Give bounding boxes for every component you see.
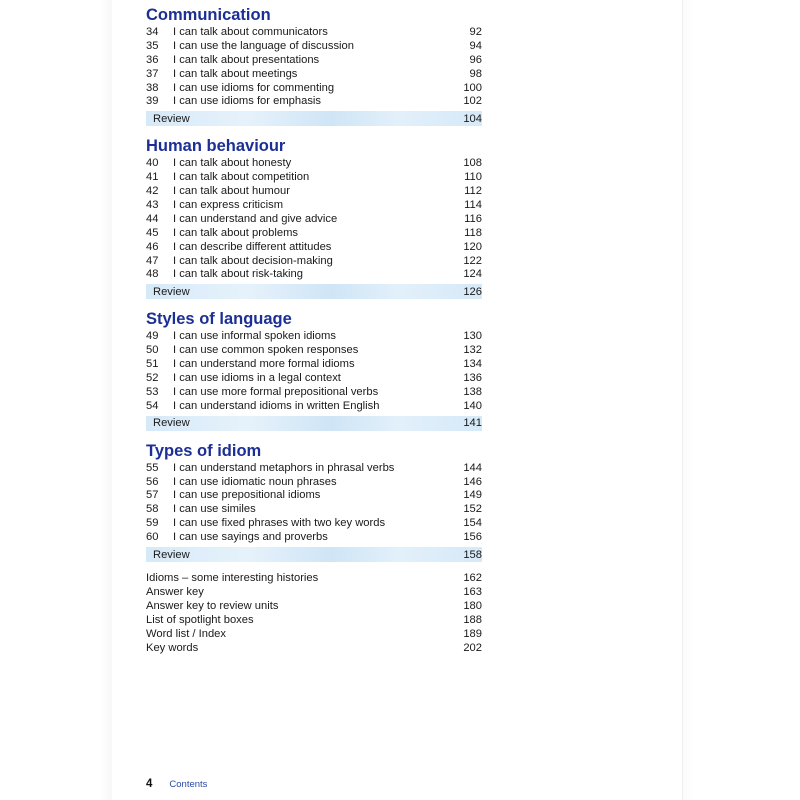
unit-number: 55: [146, 461, 159, 474]
unit-number: 35: [146, 39, 159, 52]
section-types-of-idiom: [146, 440, 482, 562]
appendix-list: [146, 571, 482, 655]
unit-title: I can describe different attitudes: [173, 240, 332, 253]
appendix-title: List of spotlight boxes: [146, 614, 254, 626]
page-number: 92: [469, 26, 482, 38]
unit-title: I can talk about competition: [173, 171, 310, 184]
section-human-behaviour: [146, 135, 482, 299]
appendix-entry[interactable]: [146, 641, 482, 655]
toc-entry[interactable]: [146, 241, 482, 255]
unit-number: 39: [146, 95, 159, 108]
appendix-entry[interactable]: [146, 627, 482, 641]
review-label: Review: [153, 285, 190, 298]
unit-title: I can use informal spoken idioms: [173, 330, 336, 343]
section-title: Types of idiom: [146, 441, 262, 460]
unit-number: 34: [146, 26, 159, 38]
toc-entry[interactable]: [146, 171, 482, 185]
unit-number: 53: [146, 385, 159, 398]
unit-title: I can use more formal prepositional verbs: [173, 385, 379, 398]
footer-page-number: 4: [146, 778, 153, 790]
unit-number: 36: [146, 53, 159, 66]
unit-number: 49: [146, 330, 159, 343]
unit-number: 52: [146, 372, 159, 385]
appendix-title: Word list / Index: [146, 628, 227, 640]
unit-number: 42: [146, 185, 159, 198]
unit-title: I can use idioms for commenting: [173, 81, 335, 94]
appendix-title: Idioms – some interesting histories: [146, 572, 319, 584]
page-footer: [146, 778, 207, 790]
page-number: 98: [469, 67, 482, 80]
page-number: 126: [463, 285, 482, 298]
page-number: 96: [469, 53, 482, 66]
page-number: 136: [463, 372, 482, 385]
toc-entry[interactable]: [146, 54, 482, 68]
section-title: Human behaviour: [146, 137, 286, 156]
toc-entry[interactable]: [146, 213, 482, 227]
unit-title: I can use idioms in a legal context: [173, 372, 341, 385]
page-number: 118: [464, 226, 482, 239]
unit-title: I can talk about presentations: [173, 53, 320, 66]
toc-entry[interactable]: [146, 95, 482, 109]
page-number: 132: [463, 344, 482, 357]
review-label: Review: [153, 417, 190, 430]
page-number: 202: [463, 642, 482, 654]
unit-number: 44: [146, 212, 159, 225]
review-row[interactable]: [146, 111, 482, 126]
unit-number: 56: [146, 475, 159, 488]
unit-number: 45: [146, 226, 159, 239]
unit-title: I can talk about honesty: [173, 157, 292, 170]
appendix-title: Answer key to review units: [146, 600, 279, 612]
toc-entry[interactable]: [146, 199, 482, 213]
toc-entry[interactable]: [146, 330, 482, 344]
page-number: 122: [463, 254, 482, 267]
toc-entry[interactable]: [146, 503, 482, 517]
toc-entry[interactable]: [146, 344, 482, 358]
page-number: 149: [463, 489, 482, 502]
page-number: 114: [464, 199, 482, 212]
unit-title: I can talk about humour: [173, 185, 290, 198]
page-number: 104: [463, 112, 482, 125]
unit-title: I can talk about problems: [173, 226, 298, 239]
toc-entry[interactable]: [146, 26, 482, 40]
page-number: 158: [463, 548, 482, 561]
section-communication: [146, 4, 482, 126]
page-number: 152: [463, 503, 482, 516]
page-number: 124: [463, 268, 482, 281]
unit-title: I can understand more formal idioms: [173, 358, 355, 371]
page-edge: [682, 0, 800, 800]
page-number: 163: [463, 586, 482, 598]
page-number: 130: [463, 330, 482, 343]
toc-entry[interactable]: [146, 157, 482, 171]
unit-title: I can use fixed phrases with two key words: [173, 517, 386, 530]
toc-entry[interactable]: [146, 358, 482, 372]
appendix-title: Answer key: [146, 586, 204, 598]
unit-number: 51: [146, 358, 159, 371]
appendix-entry[interactable]: [146, 599, 482, 613]
appendix-title: Key words: [146, 642, 199, 654]
review-row[interactable]: [146, 284, 482, 299]
unit-title: I can use similes: [173, 503, 256, 516]
unit-title: I can understand and give advice: [173, 212, 338, 225]
page-number: 108: [463, 157, 482, 170]
page-number: 162: [463, 572, 482, 584]
unit-number: 57: [146, 489, 159, 502]
unit-number: 59: [146, 517, 159, 530]
toc-entry[interactable]: [146, 489, 482, 503]
unit-number: 48: [146, 268, 159, 281]
footer-label: Contents: [169, 779, 208, 790]
page-number: 120: [463, 240, 482, 253]
unit-number: 47: [146, 254, 159, 267]
page-margin: [0, 0, 112, 800]
page-number: 100: [463, 81, 482, 94]
unit-number: 43: [146, 199, 159, 212]
page-number: 134: [463, 358, 482, 371]
page-number: 144: [463, 461, 482, 474]
unit-title: I can talk about risk-taking: [173, 268, 303, 281]
appendix-entry[interactable]: [146, 585, 482, 599]
section-title: Communication: [146, 6, 271, 24]
unit-title: I can use prepositional idioms: [173, 489, 321, 502]
review-row[interactable]: [146, 416, 482, 431]
toc-entry[interactable]: [146, 185, 482, 199]
unit-title: I can talk about meetings: [173, 67, 298, 80]
unit-number: 46: [146, 240, 159, 253]
review-label: Review: [153, 548, 190, 561]
unit-number: 40: [146, 157, 159, 170]
toc-entry[interactable]: [146, 386, 482, 400]
unit-title: I can understand idioms in written English: [173, 399, 380, 412]
unit-number: 54: [146, 399, 159, 412]
unit-number: 41: [146, 171, 159, 184]
unit-title: I can use the language of discussion: [173, 39, 354, 52]
toc-entry[interactable]: [146, 372, 482, 386]
unit-title: I can use idiomatic noun phrases: [173, 475, 337, 488]
page-number: 138: [463, 385, 482, 398]
toc-entry[interactable]: [146, 476, 482, 490]
unit-title: I can talk about decision-making: [173, 254, 333, 267]
unit-title: I can use sayings and proverbs: [173, 531, 328, 544]
unit-number: 50: [146, 344, 159, 357]
toc-entry[interactable]: [146, 517, 482, 531]
page-number: 180: [463, 600, 482, 612]
page-number: 116: [464, 212, 482, 225]
unit-title: I can use idioms for emphasis: [173, 95, 321, 108]
section-title: Styles of language: [146, 310, 292, 329]
page-number: 189: [463, 628, 482, 640]
review-row[interactable]: [146, 547, 482, 562]
toc-entry[interactable]: [146, 40, 482, 54]
unit-number: 38: [146, 81, 159, 94]
unit-number: 60: [146, 531, 159, 544]
page-number: 156: [463, 531, 482, 544]
page-number: 94: [469, 39, 482, 52]
unit-number: 37: [146, 67, 159, 80]
page-number: 112: [464, 185, 482, 198]
unit-title: I can talk about communicators: [173, 26, 328, 38]
toc-entry[interactable]: [146, 462, 482, 476]
section-styles-of-language: [146, 308, 482, 430]
page-number: 110: [464, 171, 482, 184]
unit-title: I can express criticism: [173, 199, 284, 212]
page-number: 154: [463, 517, 482, 530]
page-number: 102: [463, 95, 482, 108]
page-number: 140: [463, 399, 482, 412]
unit-number: 58: [146, 503, 159, 516]
page-number: 146: [463, 475, 482, 488]
toc-entry[interactable]: [146, 255, 482, 269]
toc-entry[interactable]: [146, 227, 482, 241]
toc-entry[interactable]: [146, 68, 482, 82]
appendix-entry[interactable]: [146, 613, 482, 627]
unit-title: I can use common spoken responses: [173, 344, 359, 357]
appendix-entry[interactable]: [146, 571, 482, 585]
toc-entry[interactable]: [146, 268, 482, 282]
toc-entry[interactable]: [146, 82, 482, 96]
toc-entry[interactable]: [146, 400, 482, 414]
page-number: 141: [463, 417, 482, 430]
unit-title: I can understand metaphors in phrasal verbs: [173, 461, 395, 474]
table-of-contents: [146, 4, 482, 571]
page-number: 188: [463, 614, 482, 626]
review-label: Review: [153, 112, 190, 125]
toc-entry[interactable]: [146, 531, 482, 545]
